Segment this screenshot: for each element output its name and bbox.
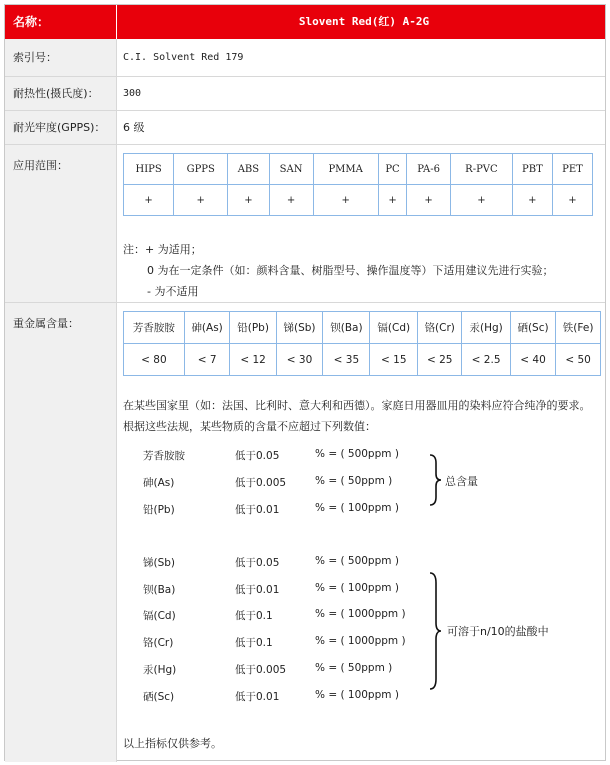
limit-ppm: % = ( 500ppm ) xyxy=(315,448,399,460)
limit-ppm: % = ( 500ppm ) xyxy=(315,555,399,567)
group2-label: 可溶于n/10的盐酸中 xyxy=(447,625,549,638)
application-row xyxy=(5,145,605,303)
limit-value: 低于0.1 xyxy=(235,610,273,622)
heat-label: 耐热性(摄氏度)： xyxy=(5,77,117,110)
heavy-metal-value: < 2.5 xyxy=(462,344,510,376)
application-column: PBT xyxy=(512,154,552,185)
application-label: 应用范围： xyxy=(5,145,117,302)
limit-value: 低于0.1 xyxy=(235,637,273,649)
limit-name: 汞(Hg) xyxy=(143,664,177,676)
limit-ppm: % = ( 100ppm ) xyxy=(315,689,399,701)
application-value-row xyxy=(124,185,593,216)
limit-ppm: % = ( 100ppm ) xyxy=(315,502,399,514)
heavy-metal-column: 硒(Sc) xyxy=(510,312,555,344)
index-label: 索引号： xyxy=(5,39,117,76)
application-value: + xyxy=(124,185,174,216)
footer-note: 以上指标仅供参考。 xyxy=(123,737,222,750)
application-value: + xyxy=(512,185,552,216)
regulation-paragraph: 在某些国家里（如：法国、比利时、意大利和西德）。家庭日用器皿用的染料应符合纯净的要求。根据这些法规，某些物质的含量不应超过下列数值： xyxy=(123,399,591,433)
brace-icon xyxy=(427,453,443,507)
application-note-1: 注：+ 为适用； xyxy=(123,243,202,256)
application-content xyxy=(117,145,605,302)
limit-value: 低于0.005 xyxy=(235,477,287,489)
heavy-metal-column: 锑(Sb) xyxy=(276,312,323,344)
limit-ppm: % = ( 1000ppm ) xyxy=(315,608,406,620)
heavy-metal-row xyxy=(5,303,605,762)
application-table xyxy=(123,153,593,216)
heavy-metal-header-row xyxy=(124,312,601,344)
group1-label: 总含量 xyxy=(445,475,478,488)
header-label: 名称： xyxy=(5,5,117,39)
heavy-metal-column: 铅(Pb) xyxy=(230,312,276,344)
limit-ppm: % = ( 100ppm ) xyxy=(315,582,399,594)
application-column: PA-6 xyxy=(407,154,451,185)
application-column: HIPS xyxy=(124,154,174,185)
spec-sheet xyxy=(4,4,606,761)
application-column: SAN xyxy=(269,154,313,185)
heavy-metal-value: < 15 xyxy=(370,344,418,376)
limit-name: 钡(Ba) xyxy=(143,584,176,596)
limit-name: 铬(Cr) xyxy=(143,637,174,649)
application-note-3: - 为不适用 xyxy=(147,285,199,298)
application-column: GPPS xyxy=(174,154,228,185)
heat-row xyxy=(5,77,605,111)
application-column: ABS xyxy=(228,154,269,185)
brace-icon xyxy=(427,571,443,691)
application-value: + xyxy=(552,185,592,216)
heavy-metal-value: < 25 xyxy=(418,344,462,376)
heavy-metal-table xyxy=(123,311,601,376)
application-value: + xyxy=(313,185,378,216)
limit-name: 铅(Pb) xyxy=(143,504,175,516)
limit-value: 低于0.05 xyxy=(235,450,280,462)
heavy-metal-column: 镉(Cd) xyxy=(370,312,418,344)
limit-name: 芳香胺胺 xyxy=(143,450,185,462)
application-value: + xyxy=(451,185,513,216)
heavy-metal-column: 铬(Cr) xyxy=(418,312,462,344)
application-value: + xyxy=(228,185,269,216)
index-value: C.I. Solvent Red 179 xyxy=(123,52,244,63)
limit-name: 锑(Sb) xyxy=(143,557,176,569)
heavy-metal-value: < 7 xyxy=(184,344,230,376)
heavy-metal-value: < 80 xyxy=(124,344,185,376)
heavy-metal-content xyxy=(117,303,605,762)
limit-name: 镉(Cd) xyxy=(143,610,176,622)
application-value: + xyxy=(269,185,313,216)
limit-value: 低于0.005 xyxy=(235,664,287,676)
application-column: PMMA xyxy=(313,154,378,185)
limit-value: 低于0.01 xyxy=(235,504,280,516)
application-value: + xyxy=(174,185,228,216)
limit-name: 硒(Sc) xyxy=(143,691,175,703)
limit-value: 低于0.01 xyxy=(235,691,280,703)
application-note-2: 0 为在一定条件（如：颜料含量、树脂型号、操作温度等）下适用建议先进行实验； xyxy=(147,264,554,277)
heavy-metal-value: < 30 xyxy=(276,344,323,376)
application-column: PET xyxy=(552,154,592,185)
heavy-metal-value: < 12 xyxy=(230,344,276,376)
limit-value: 低于0.05 xyxy=(235,557,280,569)
light-value: 6 级 xyxy=(123,121,145,134)
header-row xyxy=(5,5,605,39)
heavy-metal-column: 钡(Ba) xyxy=(323,312,370,344)
limit-ppm: % = ( 50ppm ) xyxy=(315,475,393,487)
application-value: + xyxy=(378,185,406,216)
heavy-metal-value: < 50 xyxy=(556,344,601,376)
limit-value: 低于0.01 xyxy=(235,584,280,596)
heavy-metal-value-row xyxy=(124,344,601,376)
limit-ppm: % = ( 1000ppm ) xyxy=(315,635,406,647)
heavy-metal-value: < 40 xyxy=(510,344,555,376)
heavy-metal-column: 汞(Hg) xyxy=(462,312,510,344)
heavy-metal-label: 重金属含量： xyxy=(5,303,117,762)
heavy-metal-value: < 35 xyxy=(323,344,370,376)
application-column: R-PVC xyxy=(451,154,513,185)
light-row xyxy=(5,111,605,145)
application-header-row xyxy=(124,154,593,185)
limit-name: 砷(As) xyxy=(143,477,175,489)
application-column: PC xyxy=(378,154,406,185)
index-row xyxy=(5,39,605,77)
heavy-metal-column: 铁(Fe) xyxy=(556,312,601,344)
application-value: + xyxy=(407,185,451,216)
heavy-metal-column: 砷(As) xyxy=(184,312,230,344)
light-label: 耐光牢度(GPPS)： xyxy=(5,111,117,144)
limit-ppm: % = ( 50ppm ) xyxy=(315,662,393,674)
heavy-metal-column: 芳香胺胺 xyxy=(124,312,185,344)
product-name: Slovent Red(红) A-2G xyxy=(298,15,430,28)
heat-value: 300 xyxy=(123,88,142,99)
